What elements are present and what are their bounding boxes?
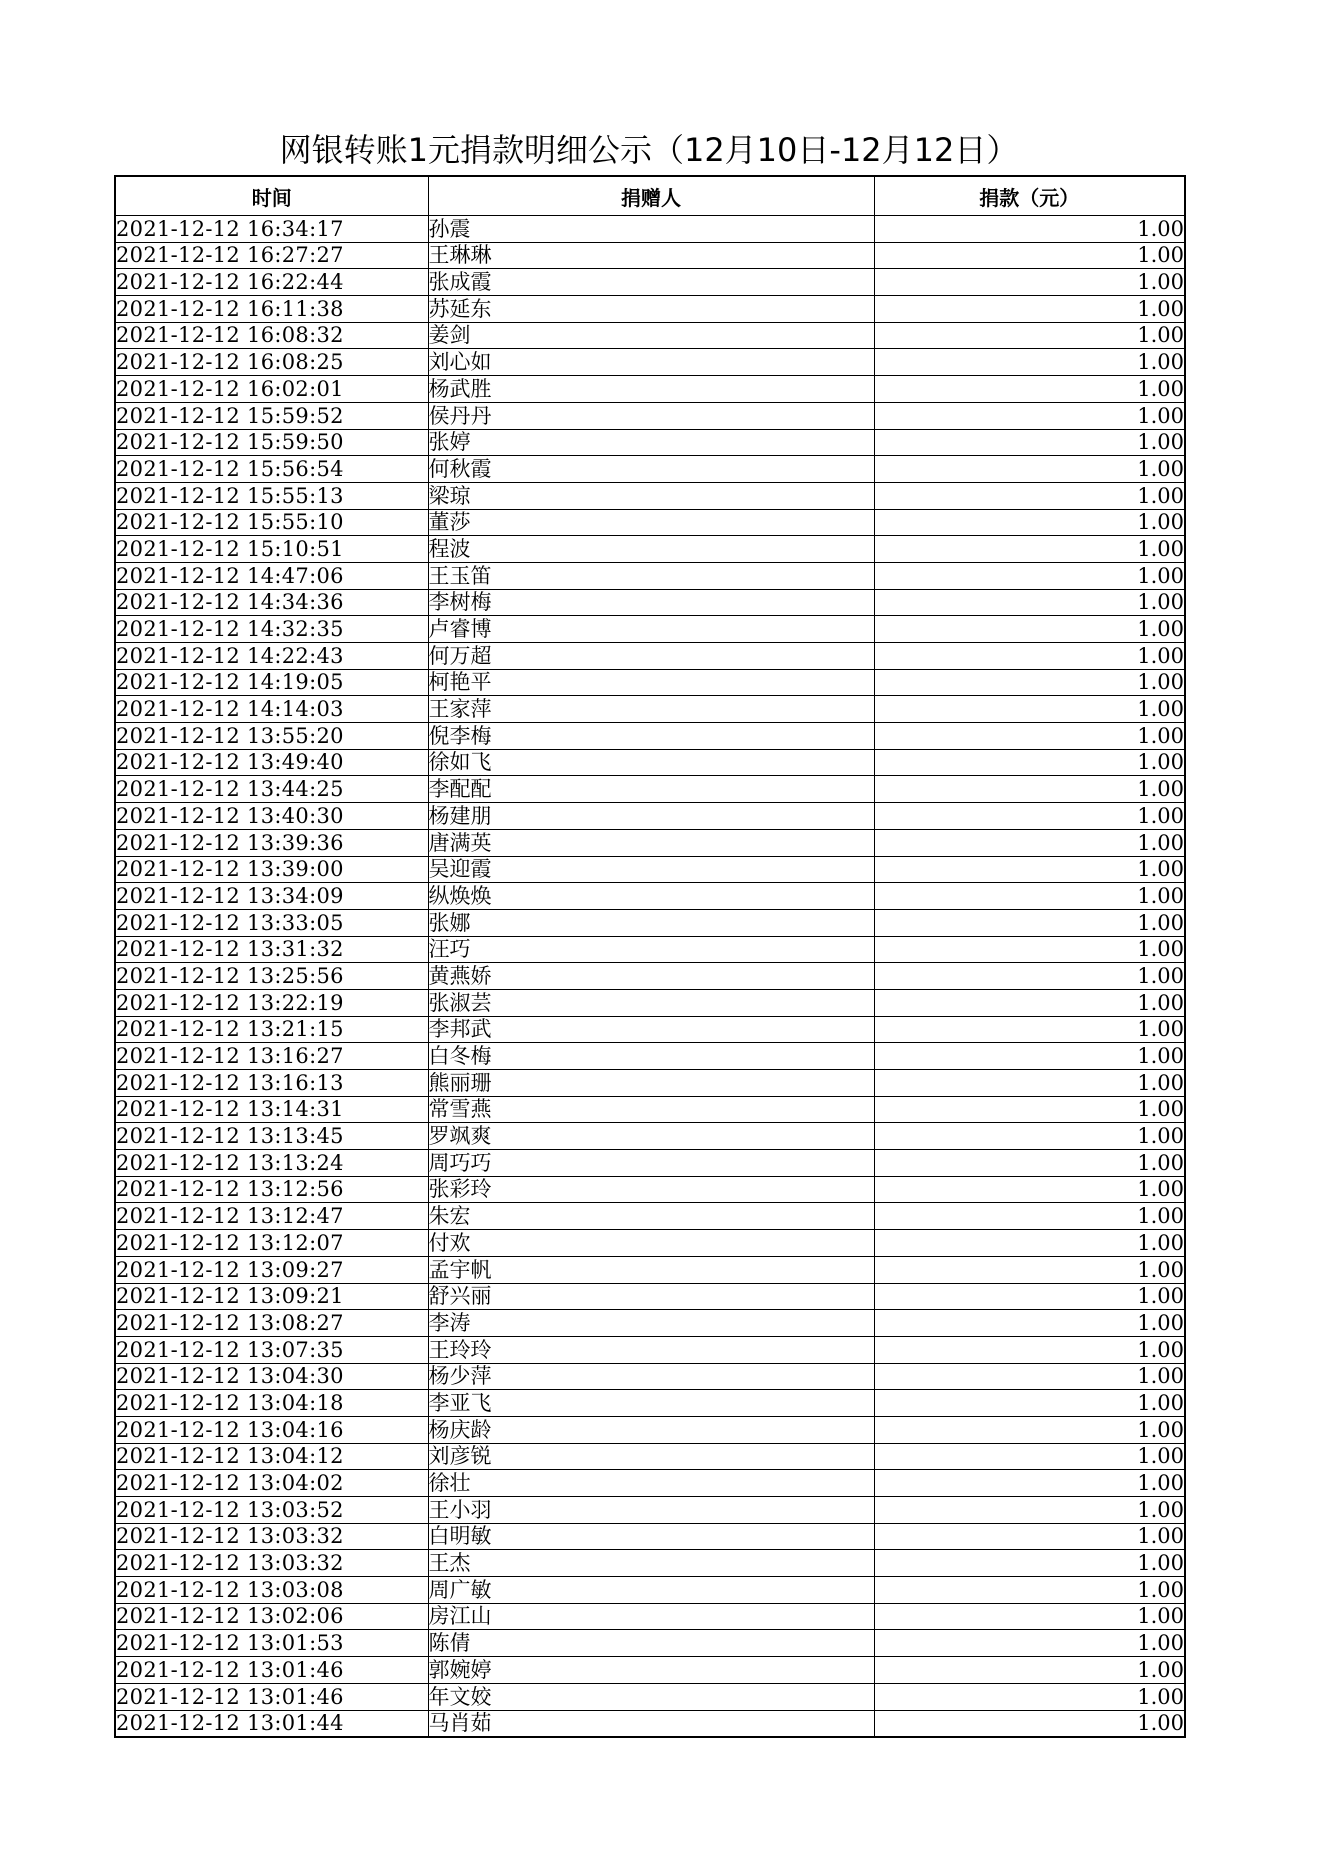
cell-amount: 1.00 xyxy=(874,1176,1185,1203)
cell-time: 2021-12-12 13:12:47 xyxy=(115,1203,428,1230)
cell-time: 2021-12-12 13:39:00 xyxy=(115,856,428,883)
cell-amount: 1.00 xyxy=(874,1603,1185,1630)
cell-donor: 王杰 xyxy=(428,1550,874,1577)
cell-donor: 周广敏 xyxy=(428,1577,874,1604)
cell-amount: 1.00 xyxy=(874,1497,1185,1524)
table-row xyxy=(115,296,1185,323)
table-row xyxy=(115,909,1185,936)
column-header-time: 时间 xyxy=(115,176,428,216)
header-row xyxy=(115,176,1185,216)
donation-table xyxy=(114,175,1186,1738)
table-row xyxy=(115,1363,1185,1390)
cell-amount: 1.00 xyxy=(874,1390,1185,1417)
cell-donor: 王玉笛 xyxy=(428,562,874,589)
cell-time: 2021-12-12 13:04:18 xyxy=(115,1390,428,1417)
table-row xyxy=(115,1470,1185,1497)
cell-donor: 陈倩 xyxy=(428,1630,874,1657)
cell-donor: 徐壮 xyxy=(428,1470,874,1497)
table-row xyxy=(115,1070,1185,1097)
table-row xyxy=(115,1443,1185,1470)
table-row xyxy=(115,216,1185,243)
table-row xyxy=(115,1630,1185,1657)
table-row xyxy=(115,749,1185,776)
cell-donor: 徐如飞 xyxy=(428,749,874,776)
cell-amount: 1.00 xyxy=(874,829,1185,856)
cell-donor: 王琳琳 xyxy=(428,242,874,269)
cell-donor: 房江山 xyxy=(428,1603,874,1630)
cell-time: 2021-12-12 13:21:15 xyxy=(115,1016,428,1043)
cell-amount: 1.00 xyxy=(874,936,1185,963)
table-row xyxy=(115,1497,1185,1524)
cell-donor: 马肖茹 xyxy=(428,1710,874,1737)
cell-time: 2021-12-12 16:22:44 xyxy=(115,269,428,296)
cell-time: 2021-12-12 13:02:06 xyxy=(115,1603,428,1630)
table-row xyxy=(115,1336,1185,1363)
cell-amount: 1.00 xyxy=(874,1363,1185,1390)
table-row xyxy=(115,322,1185,349)
table-row xyxy=(115,856,1185,883)
cell-donor: 熊丽珊 xyxy=(428,1070,874,1097)
table-row xyxy=(115,1150,1185,1177)
cell-amount: 1.00 xyxy=(874,1443,1185,1470)
cell-amount: 1.00 xyxy=(874,616,1185,643)
page-title: 网银转账1元捐款明细公示（12月10日-12月12日） xyxy=(279,131,1019,169)
cell-amount: 1.00 xyxy=(874,216,1185,243)
cell-donor: 吴迎霞 xyxy=(428,856,874,883)
cell-donor: 孙震 xyxy=(428,216,874,243)
cell-donor: 何秋霞 xyxy=(428,456,874,483)
cell-amount: 1.00 xyxy=(874,1710,1185,1737)
cell-time: 2021-12-12 16:08:25 xyxy=(115,349,428,376)
cell-amount: 1.00 xyxy=(874,242,1185,269)
cell-donor: 郭婉婷 xyxy=(428,1657,874,1684)
cell-donor: 张娜 xyxy=(428,909,874,936)
table-row xyxy=(115,803,1185,830)
cell-time: 2021-12-12 14:32:35 xyxy=(115,616,428,643)
table-row xyxy=(115,456,1185,483)
table-row xyxy=(115,1176,1185,1203)
table-row xyxy=(115,643,1185,670)
cell-amount: 1.00 xyxy=(874,749,1185,776)
cell-amount: 1.00 xyxy=(874,1470,1185,1497)
cell-donor: 柯艳平 xyxy=(428,669,874,696)
table-row xyxy=(115,429,1185,456)
cell-amount: 1.00 xyxy=(874,1310,1185,1337)
cell-donor: 李树梅 xyxy=(428,589,874,616)
table-row xyxy=(115,1016,1185,1043)
table-row xyxy=(115,1523,1185,1550)
cell-donor: 程波 xyxy=(428,536,874,563)
table-row xyxy=(115,1390,1185,1417)
cell-time: 2021-12-12 13:40:30 xyxy=(115,803,428,830)
cell-amount: 1.00 xyxy=(874,1123,1185,1150)
cell-donor: 年文姣 xyxy=(428,1683,874,1710)
cell-amount: 1.00 xyxy=(874,296,1185,323)
cell-amount: 1.00 xyxy=(874,589,1185,616)
cell-time: 2021-12-12 16:34:17 xyxy=(115,216,428,243)
table-row xyxy=(115,1550,1185,1577)
cell-amount: 1.00 xyxy=(874,723,1185,750)
cell-time: 2021-12-12 15:10:51 xyxy=(115,536,428,563)
cell-time: 2021-12-12 14:47:06 xyxy=(115,562,428,589)
cell-amount: 1.00 xyxy=(874,562,1185,589)
cell-time: 2021-12-12 13:08:27 xyxy=(115,1310,428,1337)
cell-time: 2021-12-12 13:16:27 xyxy=(115,1043,428,1070)
cell-time: 2021-12-12 13:09:21 xyxy=(115,1283,428,1310)
cell-time: 2021-12-12 13:03:08 xyxy=(115,1577,428,1604)
cell-donor: 孟宇帆 xyxy=(428,1256,874,1283)
table-row xyxy=(115,1416,1185,1443)
cell-donor: 苏延东 xyxy=(428,296,874,323)
cell-time: 2021-12-12 13:04:12 xyxy=(115,1443,428,1470)
cell-donor: 王家萍 xyxy=(428,696,874,723)
table-row xyxy=(115,776,1185,803)
table-row xyxy=(115,1657,1185,1684)
table-row xyxy=(115,883,1185,910)
table-row xyxy=(115,1096,1185,1123)
cell-amount: 1.00 xyxy=(874,456,1185,483)
cell-donor: 杨武胜 xyxy=(428,376,874,403)
cell-donor: 罗飒爽 xyxy=(428,1123,874,1150)
cell-time: 2021-12-12 13:03:32 xyxy=(115,1523,428,1550)
cell-time: 2021-12-12 13:01:53 xyxy=(115,1630,428,1657)
table-row xyxy=(115,1577,1185,1604)
cell-time: 2021-12-12 13:34:09 xyxy=(115,883,428,910)
column-header-amount: 捐款（元） xyxy=(874,176,1185,216)
cell-time: 2021-12-12 15:55:13 xyxy=(115,482,428,509)
cell-amount: 1.00 xyxy=(874,1550,1185,1577)
cell-time: 2021-12-12 16:11:38 xyxy=(115,296,428,323)
cell-time: 2021-12-12 13:33:05 xyxy=(115,909,428,936)
cell-donor: 朱宏 xyxy=(428,1203,874,1230)
cell-amount: 1.00 xyxy=(874,536,1185,563)
cell-time: 2021-12-12 16:08:32 xyxy=(115,322,428,349)
cell-time: 2021-12-12 13:07:35 xyxy=(115,1336,428,1363)
cell-time: 2021-12-12 13:13:45 xyxy=(115,1123,428,1150)
cell-time: 2021-12-12 13:25:56 xyxy=(115,963,428,990)
cell-donor: 白冬梅 xyxy=(428,1043,874,1070)
cell-amount: 1.00 xyxy=(874,1416,1185,1443)
table-row xyxy=(115,829,1185,856)
cell-time: 2021-12-12 13:01:44 xyxy=(115,1710,428,1737)
cell-donor: 姜剑 xyxy=(428,322,874,349)
table-row xyxy=(115,1123,1185,1150)
table-row xyxy=(115,1683,1185,1710)
cell-amount: 1.00 xyxy=(874,643,1185,670)
cell-time: 2021-12-12 13:03:52 xyxy=(115,1497,428,1524)
table-row xyxy=(115,1230,1185,1257)
cell-donor: 杨少萍 xyxy=(428,1363,874,1390)
cell-donor: 纵焕焕 xyxy=(428,883,874,910)
table-row xyxy=(115,536,1185,563)
cell-donor: 付欢 xyxy=(428,1230,874,1257)
table-body xyxy=(115,216,1185,1738)
cell-time: 2021-12-12 13:13:24 xyxy=(115,1150,428,1177)
cell-time: 2021-12-12 13:14:31 xyxy=(115,1096,428,1123)
table-row xyxy=(115,402,1185,429)
table-row xyxy=(115,1603,1185,1630)
cell-amount: 1.00 xyxy=(874,696,1185,723)
cell-amount: 1.00 xyxy=(874,1683,1185,1710)
table-row xyxy=(115,669,1185,696)
table-row xyxy=(115,1043,1185,1070)
cell-time: 2021-12-12 16:27:27 xyxy=(115,242,428,269)
cell-donor: 杨建朋 xyxy=(428,803,874,830)
cell-time: 2021-12-12 13:04:16 xyxy=(115,1416,428,1443)
cell-donor: 常雪燕 xyxy=(428,1096,874,1123)
cell-amount: 1.00 xyxy=(874,349,1185,376)
cell-donor: 张成霞 xyxy=(428,269,874,296)
cell-donor: 倪李梅 xyxy=(428,723,874,750)
cell-time: 2021-12-12 15:59:52 xyxy=(115,402,428,429)
cell-time: 2021-12-12 13:49:40 xyxy=(115,749,428,776)
column-header-donor: 捐赠人 xyxy=(428,176,874,216)
cell-amount: 1.00 xyxy=(874,376,1185,403)
cell-amount: 1.00 xyxy=(874,1096,1185,1123)
cell-donor: 舒兴丽 xyxy=(428,1283,874,1310)
cell-amount: 1.00 xyxy=(874,963,1185,990)
cell-time: 2021-12-12 13:04:30 xyxy=(115,1363,428,1390)
cell-time: 2021-12-12 13:04:02 xyxy=(115,1470,428,1497)
cell-time: 2021-12-12 13:44:25 xyxy=(115,776,428,803)
table-row xyxy=(115,1710,1185,1737)
table-row xyxy=(115,589,1185,616)
table-row xyxy=(115,562,1185,589)
cell-donor: 张淑芸 xyxy=(428,989,874,1016)
cell-donor: 刘心如 xyxy=(428,349,874,376)
cell-time: 2021-12-12 13:12:56 xyxy=(115,1176,428,1203)
cell-donor: 梁琼 xyxy=(428,482,874,509)
cell-donor: 张彩玲 xyxy=(428,1176,874,1203)
cell-time: 2021-12-12 13:16:13 xyxy=(115,1070,428,1097)
cell-donor: 卢睿博 xyxy=(428,616,874,643)
table-row xyxy=(115,616,1185,643)
table-row xyxy=(115,1256,1185,1283)
cell-amount: 1.00 xyxy=(874,669,1185,696)
cell-amount: 1.00 xyxy=(874,1523,1185,1550)
cell-amount: 1.00 xyxy=(874,1070,1185,1097)
cell-amount: 1.00 xyxy=(874,1630,1185,1657)
table-row xyxy=(115,349,1185,376)
cell-donor: 李邦武 xyxy=(428,1016,874,1043)
table-row xyxy=(115,376,1185,403)
cell-amount: 1.00 xyxy=(874,776,1185,803)
cell-time: 2021-12-12 13:22:19 xyxy=(115,989,428,1016)
cell-amount: 1.00 xyxy=(874,402,1185,429)
cell-donor: 王小羽 xyxy=(428,1497,874,1524)
cell-time: 2021-12-12 15:56:54 xyxy=(115,456,428,483)
table-row xyxy=(115,482,1185,509)
table-row xyxy=(115,989,1185,1016)
cell-time: 2021-12-12 13:03:32 xyxy=(115,1550,428,1577)
cell-donor: 白明敏 xyxy=(428,1523,874,1550)
cell-time: 2021-12-12 16:02:01 xyxy=(115,376,428,403)
cell-donor: 张婷 xyxy=(428,429,874,456)
cell-amount: 1.00 xyxy=(874,509,1185,536)
table-row xyxy=(115,723,1185,750)
cell-time: 2021-12-12 13:01:46 xyxy=(115,1683,428,1710)
table-row xyxy=(115,509,1185,536)
cell-donor: 董莎 xyxy=(428,509,874,536)
cell-donor: 王玲玲 xyxy=(428,1336,874,1363)
cell-amount: 1.00 xyxy=(874,1256,1185,1283)
cell-donor: 李亚飞 xyxy=(428,1390,874,1417)
cell-donor: 何万超 xyxy=(428,643,874,670)
cell-amount: 1.00 xyxy=(874,1336,1185,1363)
cell-time: 2021-12-12 14:19:05 xyxy=(115,669,428,696)
cell-amount: 1.00 xyxy=(874,909,1185,936)
cell-time: 2021-12-12 14:22:43 xyxy=(115,643,428,670)
table-row xyxy=(115,1283,1185,1310)
cell-amount: 1.00 xyxy=(874,1230,1185,1257)
cell-donor: 汪巧 xyxy=(428,936,874,963)
cell-donor: 李涛 xyxy=(428,1310,874,1337)
cell-amount: 1.00 xyxy=(874,1657,1185,1684)
cell-amount: 1.00 xyxy=(874,883,1185,910)
cell-donor: 黄燕娇 xyxy=(428,963,874,990)
cell-donor: 李配配 xyxy=(428,776,874,803)
cell-time: 2021-12-12 13:55:20 xyxy=(115,723,428,750)
cell-amount: 1.00 xyxy=(874,1043,1185,1070)
cell-time: 2021-12-12 14:14:03 xyxy=(115,696,428,723)
cell-time: 2021-12-12 13:12:07 xyxy=(115,1230,428,1257)
cell-time: 2021-12-12 13:01:46 xyxy=(115,1657,428,1684)
table-row xyxy=(115,936,1185,963)
cell-amount: 1.00 xyxy=(874,1577,1185,1604)
cell-time: 2021-12-12 13:39:36 xyxy=(115,829,428,856)
cell-amount: 1.00 xyxy=(874,1203,1185,1230)
table-row xyxy=(115,1203,1185,1230)
table-row xyxy=(115,242,1185,269)
cell-amount: 1.00 xyxy=(874,1150,1185,1177)
cell-amount: 1.00 xyxy=(874,482,1185,509)
cell-amount: 1.00 xyxy=(874,269,1185,296)
table-row xyxy=(115,269,1185,296)
cell-amount: 1.00 xyxy=(874,322,1185,349)
cell-amount: 1.00 xyxy=(874,989,1185,1016)
cell-donor: 杨庆龄 xyxy=(428,1416,874,1443)
cell-donor: 周巧巧 xyxy=(428,1150,874,1177)
cell-donor: 刘彦锐 xyxy=(428,1443,874,1470)
cell-time: 2021-12-12 13:31:32 xyxy=(115,936,428,963)
table-row xyxy=(115,1310,1185,1337)
cell-time: 2021-12-12 15:55:10 xyxy=(115,509,428,536)
table-row xyxy=(115,963,1185,990)
cell-amount: 1.00 xyxy=(874,803,1185,830)
cell-amount: 1.00 xyxy=(874,1016,1185,1043)
cell-donor: 侯丹丹 xyxy=(428,402,874,429)
cell-time: 2021-12-12 13:09:27 xyxy=(115,1256,428,1283)
cell-time: 2021-12-12 15:59:50 xyxy=(115,429,428,456)
table-row xyxy=(115,696,1185,723)
cell-amount: 1.00 xyxy=(874,1283,1185,1310)
cell-time: 2021-12-12 14:34:36 xyxy=(115,589,428,616)
cell-donor: 唐满英 xyxy=(428,829,874,856)
cell-amount: 1.00 xyxy=(874,429,1185,456)
cell-amount: 1.00 xyxy=(874,856,1185,883)
